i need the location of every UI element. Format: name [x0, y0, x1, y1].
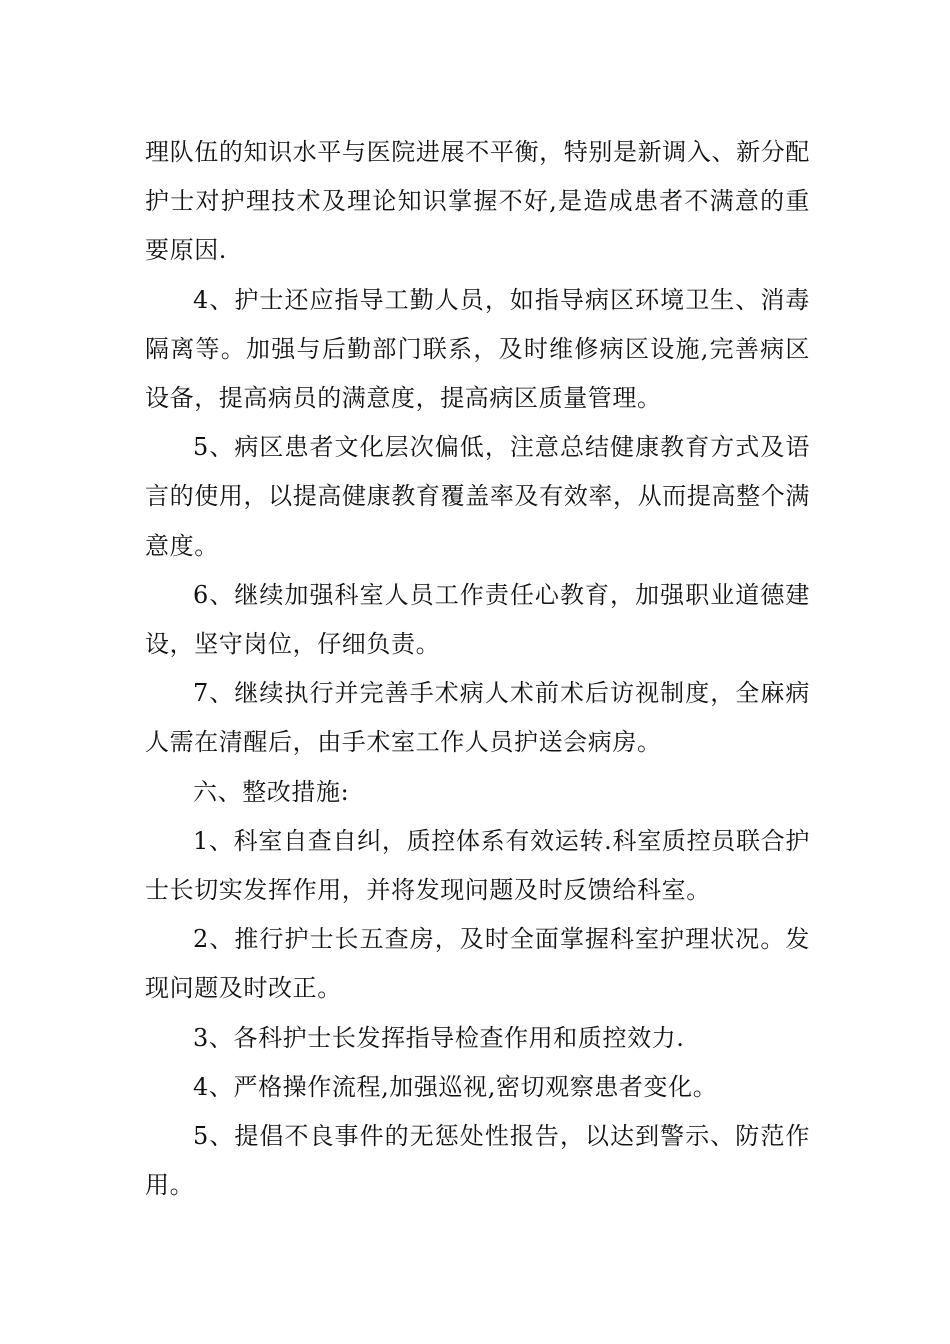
section-heading-rectification: 六、整改措施:: [193, 777, 350, 806]
paragraph-item-4-worker-guidance: 4、护士还应指导工勤人员，如指导病区环境卫生、消毒隔离等。加强与后勤部门联系，及时维修病区设施,完善病区设备，提高病员的满意度，提高病区质量管理。: [145, 285, 810, 413]
paragraph-item-5-health-education: 5、病区患者文化层次偏低，注意总结健康教育方式及语言的使用，以提高健康教育覆盖率及有效率，从而提高整个满意度。: [145, 433, 810, 560]
paragraph-measure-3: 3、各科护士长发挥指导检查作用和质控效力.: [193, 1023, 685, 1052]
paragraph-measure-4: 4、严格操作流程,加强巡视,密切观察患者变化。: [193, 1072, 718, 1101]
paragraph-item-6-responsibility: 6、继续加强科室人员工作责任心教育，加强职业道德建设，坚守岗位，仔细负责。: [145, 580, 810, 659]
paragraph-measure-1: 1、科室自查自纠，质控体系有效运转.科室质控员联合护士长切实发挥作用，并将发现问题及时反馈给科室。: [145, 826, 810, 905]
paragraph-item-7-surgery-visit: 7、继续执行并完善手术病人术前术后访视制度，全麻病人需在清醒后，由手术室工作人员护送会病房。: [145, 679, 810, 757]
document-body: [145, 128, 810, 1210]
paragraph-measure-2: 2、推行护士长五查房，及时全面掌握科室护理状况。发现问题及时改正。: [145, 925, 810, 1003]
paragraph-measure-5: 5、提倡不良事件的无惩处性报告，以达到警示、防范作用。: [145, 1122, 810, 1200]
paragraph-continuation: 理队伍的知识水平与医院进展不平衡，特别是新调入、新分配护士对护理技术及理论知识掌握不好,是造成患者不满意的重要原因.: [145, 138, 810, 265]
